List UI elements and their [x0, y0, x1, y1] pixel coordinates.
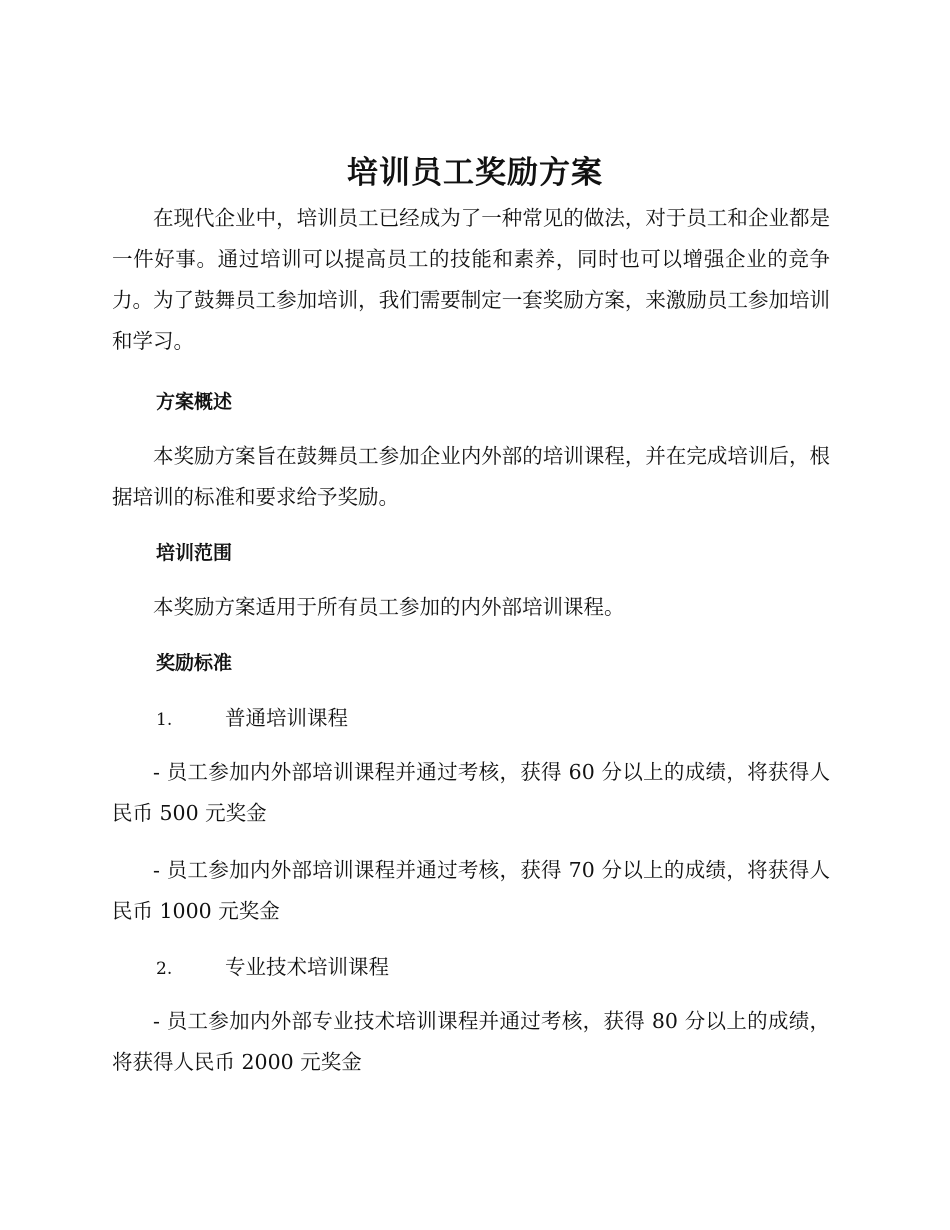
- intro-paragraph: 在现代企业中，培训员工已经成为了一种常见的做法，对于员工和企业都是一件好事。通过培训可以提高员工的技能和素养，同时也可以增强企业的竞争力。为了鼓舞员工参加培训，我们需要制定一套奖励方案，来激励员工参加培训和学习。: [112, 206, 830, 353]
- scope-paragraph: 本奖励方案适用于所有员工参加的内外部培训课程。: [153, 595, 625, 619]
- section-heading-standards: 奖励标准: [156, 652, 233, 674]
- reward-rule: - 员工参加内外部专业技术培训课程并通过考核，获得 80 分以上的成绩，将获得人民币 2000 元奖金: [112, 1009, 830, 1074]
- list-label: 专业技术培训课程: [225, 955, 389, 979]
- section-heading-scope: 培训范围: [156, 542, 233, 564]
- list-number: 2.: [156, 959, 173, 979]
- list-label: 普通培训课程: [225, 706, 348, 730]
- list-item-technical-training: [156, 952, 389, 984]
- document-title: 培训员工奖励方案: [347, 155, 603, 191]
- overview-paragraph: 本奖励方案旨在鼓舞员工参加企业内外部的培训课程，并在完成培训后，根据培训的标准和要求给予奖励。: [112, 444, 830, 509]
- reward-rule: - 员工参加内外部培训课程并通过考核，获得 60 分以上的成绩，将获得人民币 500 元奖金: [112, 760, 830, 825]
- reward-rule: - 员工参加内外部培训课程并通过考核，获得 70 分以上的成绩，将获得人民币 1000 元奖金: [112, 858, 830, 923]
- section-heading-overview: 方案概述: [156, 391, 233, 413]
- list-number: 1.: [156, 710, 173, 730]
- list-item-general-training: [156, 703, 348, 735]
